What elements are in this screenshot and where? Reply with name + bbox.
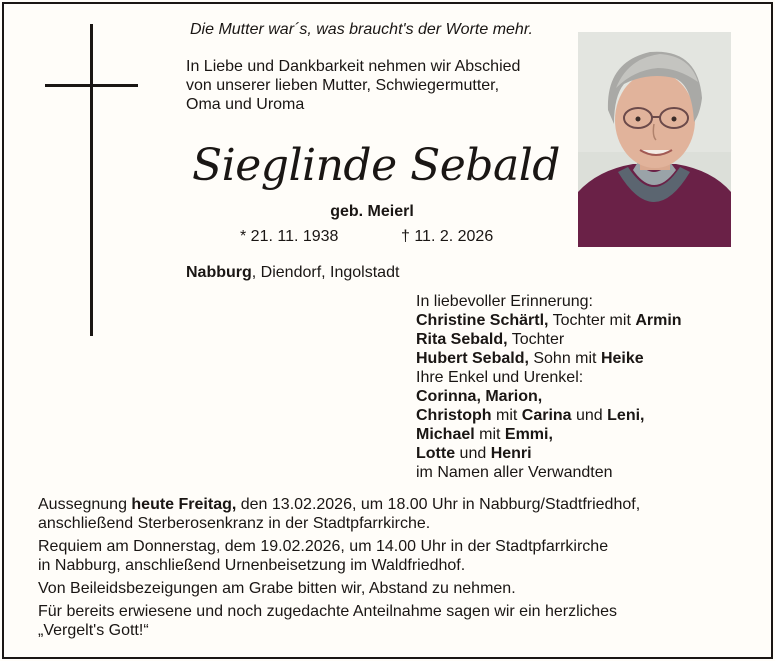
mourner-line [416, 406, 756, 425]
condolence-note: Von Beileidsbezeigungen am Grabe bitten wir, Abstand zu nehmen. [38, 580, 516, 597]
mourner-line [416, 330, 756, 349]
service-notes [38, 495, 758, 644]
mourners-list [416, 292, 756, 482]
note-text: Für bereits erwiesene und noch zugedachte Anteilnahme sagen wir ein herzliches [38, 603, 618, 620]
mourner-relation: Tochter mit [548, 312, 636, 329]
mourner-name: Michael [416, 426, 475, 443]
mourner-name: Rita Sebald, [416, 331, 508, 348]
mourners-closing: im Namen aller Verwandten [416, 464, 613, 481]
mourner-name: Emmi, [504, 426, 553, 443]
epitaph-quote: Die Mutter war´s, was braucht's der Worte mehr. [190, 21, 533, 38]
note-text: Aussegnung [38, 496, 132, 513]
note-text: „Vergelt's Gott!“ [38, 622, 149, 639]
mourner-name: Henri [490, 445, 532, 462]
requiem-note [38, 537, 758, 575]
cross-horizontal-bar [45, 84, 138, 87]
mourner-connector: mit [474, 426, 505, 443]
note-highlight: heute Freitag, [131, 496, 237, 513]
mourner-name: Christine Schärtl, [416, 312, 549, 329]
grandchildren-heading: Ihre Enkel und Urenkel: [416, 369, 584, 386]
note-text: in Nabburg, anschließend Urnenbeisetzung im Waldfriedhof. [38, 557, 466, 574]
place-main: Nabburg [186, 264, 252, 281]
mourner-name: Corinna, Marion, [416, 388, 543, 405]
places [186, 264, 399, 282]
mourner-name: Carina [521, 407, 572, 424]
note-text: anschließend Sterberosenkranz in der Stadtpfarrkirche. [38, 515, 431, 532]
mourner-connector: und [455, 445, 491, 462]
intro-line: Oma und Uroma [186, 96, 305, 113]
note-text: den 13.02.2026, um 18.00 Uhr in Nabburg/Stadtfriedhof, [236, 496, 641, 513]
deceased-name: Sieglinde Sebald [192, 140, 560, 191]
mourner-name: Heike [600, 350, 644, 367]
mourner-line [416, 311, 756, 330]
intro-text [186, 57, 576, 114]
mourner-name: Leni, [607, 407, 645, 424]
mourner-line [416, 444, 756, 463]
death-date: † 11. 2. 2026 [401, 228, 494, 245]
mourner-connector: mit [491, 407, 522, 424]
mourner-line [416, 349, 756, 368]
mourner-name: Armin [635, 312, 682, 329]
mourner-connector: und [571, 407, 608, 424]
mourner-relation: Tochter [507, 331, 565, 348]
thanks-note [38, 602, 758, 640]
birth-name: geb. Meierl [330, 203, 414, 220]
cross-vertical-bar [90, 24, 93, 336]
mourner-name: Hubert Sebald, [416, 350, 529, 367]
mourners-heading: In liebevoller Erinnerung: [416, 293, 593, 310]
mourner-name: Lotte [416, 445, 456, 462]
intro-line: von unserer lieben Mutter, Schwiegermutter, [186, 77, 500, 94]
mourner-relation: Sohn mit [528, 350, 601, 367]
note-text: Requiem am Donnerstag, dem 19.02.2026, um 14.00 Uhr in der Stadtpfarrkirche [38, 538, 609, 555]
portrait-photo [578, 32, 731, 247]
mourner-name: Christoph [416, 407, 492, 424]
place-rest: , Diendorf, Ingolstadt [251, 264, 400, 281]
mourner-line [416, 387, 756, 406]
portrait-illustration [578, 32, 731, 247]
blessing-note [38, 495, 758, 533]
birth-date: * 21. 11. 1938 [240, 228, 339, 245]
mourner-line [416, 425, 756, 444]
intro-line: In Liebe und Dankbarkeit nehmen wir Abschied [186, 58, 521, 75]
